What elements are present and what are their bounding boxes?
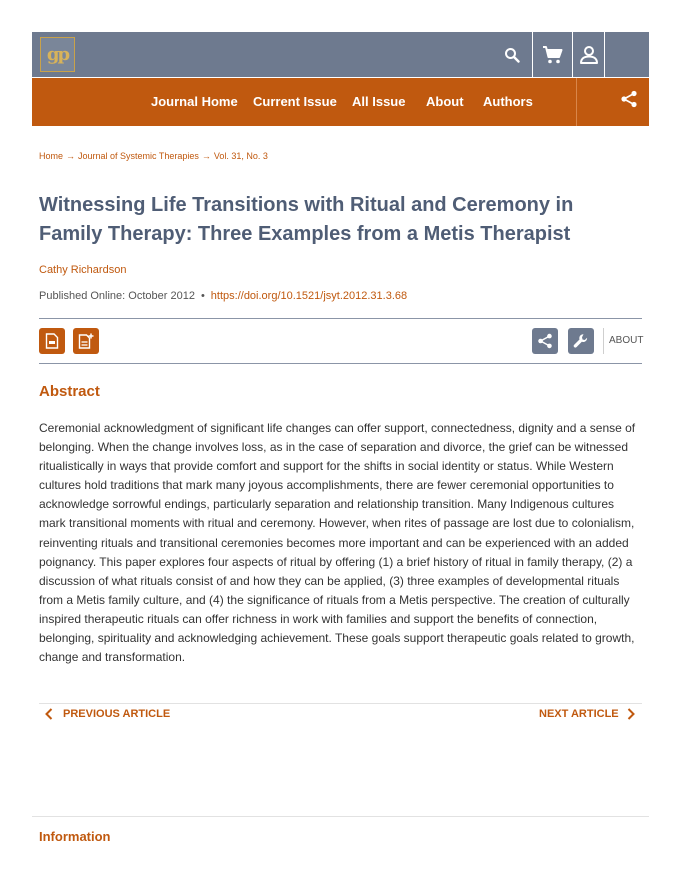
toolbar-top-rule <box>39 318 642 319</box>
breadcrumb <box>39 151 268 161</box>
toolbar-bottom-rule <box>39 363 642 364</box>
logo-text: gp <box>46 44 69 65</box>
pager-rule <box>39 703 642 704</box>
information-heading[interactable]: Information <box>39 829 111 844</box>
pdf-icon[interactable] <box>39 328 65 354</box>
nav-current-issue[interactable]: Current Issue <box>253 94 337 109</box>
doi-link[interactable]: https://doi.org/10.1521/jsyt.2012.31.3.68 <box>210 290 408 302</box>
previous-article-label: PREVIOUS ARTICLE <box>63 708 171 720</box>
article-author[interactable]: Cathy Richardson <box>39 264 127 276</box>
published-date: Published Online: October 2012 <box>39 290 195 302</box>
next-article-button[interactable] <box>539 708 635 720</box>
share-icon[interactable] <box>532 328 558 354</box>
topbar-divider <box>604 32 605 77</box>
abstract-text: Ceremonial acknowledgment of significant life changes can offer support, connectedness, dignity and a sense of belonging. When the change involves loss, as in the case of separation and divorce, the grief can be witnessed ritualistically in ways that provide comfort and support for the shifts in social identity or status. While Western cultures hold traditions that mark many joyous accomplishments, there are fewer ceremonial opportunities to acknowledge sorrowful endings, particularly separation and relationship transition. Many Indigenous cultures mark transitional moments with ritual and ceremony. However, when rites of passage are lost due to colonialism, reinventing rituals and transitional ceremonies becomes more important and can be experienced with an added poignancy. This paper explores four aspects of ritual by offering (1) a brief history of ritual in family therapy, (2) a discussion of what rituals consist of and how they can be applied, (3) three examples of developmental rituals from a Metis family culture, and (4) the significance of rituals from a Metis perspective. The creation of culturally inspired therapeutic rituals can offer richness in work with families and support the benefits of connection, belonging, spirituality and acknowledging achievement. These goals support therapeutic goals related to growth, change and transformation. <box>39 421 636 665</box>
nav-about[interactable]: About <box>426 94 464 109</box>
nav-journal-home[interactable]: Journal Home <box>151 94 238 109</box>
cart-icon[interactable] <box>532 32 572 77</box>
abstract-heading: Abstract <box>39 383 100 400</box>
about-link[interactable]: ABOUT <box>609 335 644 346</box>
breadcrumb-volume[interactable]: Vol. 31, No. 3 <box>213 151 268 161</box>
breadcrumb-arrow-icon: → <box>201 151 211 161</box>
info-rule <box>32 816 649 817</box>
wrench-icon[interactable] <box>568 328 594 354</box>
publication-line <box>39 290 407 302</box>
nav-authors[interactable]: Authors <box>483 94 533 109</box>
previous-article-button[interactable] <box>45 708 170 720</box>
about-divider <box>603 328 604 354</box>
user-icon[interactable] <box>572 32 604 77</box>
breadcrumb-arrow-icon: → <box>66 151 76 161</box>
search-icon[interactable] <box>494 32 530 77</box>
journal-logo[interactable] <box>40 37 75 72</box>
share-icon[interactable] <box>617 87 641 111</box>
article-title: Witnessing Life Transitions with Ritual and Ceremony in Family Therapy: Three Examples from a Metis Therapist <box>39 194 574 245</box>
main-nav <box>32 78 649 126</box>
nav-all-issues[interactable]: All Issue <box>352 94 406 109</box>
bullet-separator: • <box>200 290 205 302</box>
top-bar <box>32 32 649 77</box>
chevron-left-icon <box>45 708 53 720</box>
next-article-label: NEXT ARTICLE <box>539 708 619 720</box>
nav-divider <box>576 78 577 126</box>
chevron-right-icon <box>627 708 635 720</box>
breadcrumb-journal[interactable]: Journal of Systemic Therapies <box>78 151 199 161</box>
breadcrumb-home[interactable]: Home <box>39 151 64 161</box>
add-document-icon[interactable] <box>73 328 99 354</box>
